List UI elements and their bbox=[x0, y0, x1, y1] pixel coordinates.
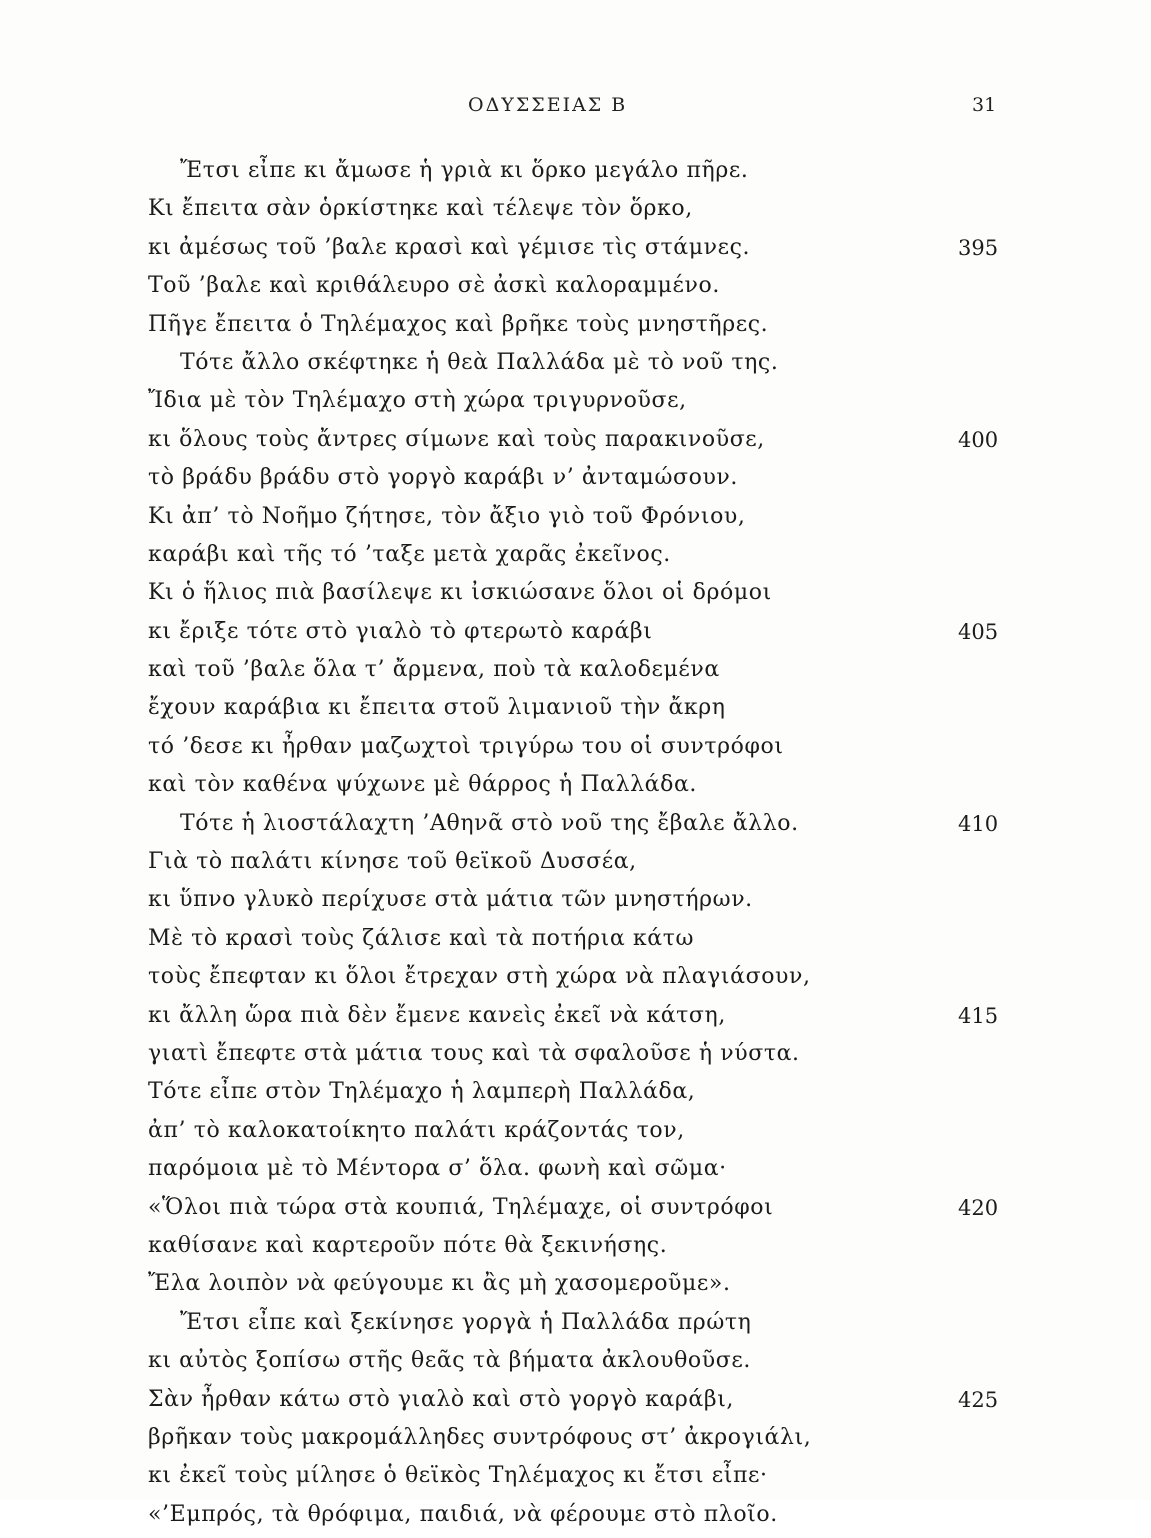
verse-line bbox=[0, 194, 1151, 232]
verse-line bbox=[0, 1500, 1151, 1538]
verse-text: Τότε ἡ λιοστάλαχτη ’Αθηνᾶ στὸ νοῦ της ἔβαλε ἄλλο. bbox=[180, 810, 799, 836]
page-number: 31 bbox=[972, 94, 997, 116]
line-number: 425 bbox=[958, 1387, 999, 1412]
verse-line bbox=[0, 1154, 1151, 1192]
verse-text: ἀπ’ τὸ καλοκατοίκητο παλάτι κράζοντάς τον, bbox=[148, 1117, 685, 1143]
verse-text: «Ὅλοι πιὰ τώρα στὰ κουπιά, Τηλέμαχε, οἱ συντρόφοι bbox=[148, 1194, 774, 1220]
page-header bbox=[0, 94, 1151, 124]
verse-text: γιατὶ ἔπεφτε στὰ μάτια τους καὶ τὰ σφαλοῦσε ἡ νύστα. bbox=[148, 1040, 800, 1066]
running-title: ΟΔΥΣΣΕΙΑΣ Β bbox=[468, 94, 628, 116]
verse-line bbox=[0, 1423, 1151, 1461]
verse-text: τό ’δεσε κι ἦρθαν μαζωχτοὶ τριγύρω του οἱ συντρόφοι bbox=[148, 733, 784, 759]
verse-text: κι ὅλους τοὺς ἄντρες σίμωνε καὶ τοὺς παρακινοῦσε, bbox=[148, 426, 765, 452]
verse-line bbox=[0, 1308, 1151, 1346]
verse-line bbox=[0, 1116, 1151, 1154]
verse-line bbox=[0, 310, 1151, 348]
verse-text: Τοῦ ’βαλε καὶ κριθάλευρο σὲ ἀσκὶ καλοραμμένο. bbox=[148, 273, 720, 299]
verse-line bbox=[0, 617, 1151, 655]
verse-text: Τότε εἶπε στὸν Τηλέμαχο ἡ λαμπερὴ Παλλάδα, bbox=[148, 1079, 696, 1105]
verse-text: Γιὰ τὸ παλάτι κίνησε τοῦ θεϊκοῦ Δυσσέα, bbox=[148, 849, 637, 875]
verse-text: τοὺς ἔπεφταν κι ὅλοι ἔτρεχαν στὴ χώρα νὰ πλαγιάσουν, bbox=[148, 964, 811, 990]
verse-line bbox=[0, 962, 1151, 1000]
verse-line bbox=[0, 1346, 1151, 1384]
verse-text: παρόμοια μὲ τὸ Μέντορα σ’ ὅλα. φωνὴ καὶ σῶμα· bbox=[148, 1156, 727, 1182]
verse-line bbox=[0, 386, 1151, 424]
verse-line bbox=[0, 156, 1151, 194]
verse-text: Ἔτσι εἶπε καὶ ξεκίνησε γοργὰ ἡ Παλλάδα πρώτη bbox=[180, 1309, 752, 1335]
verse-text: καράβι καὶ τῆς τό ’ταξε μετὰ χαρᾶς ἐκεῖνος. bbox=[148, 541, 671, 567]
verse-text: καὶ τὸν καθένα ψύχωνε μὲ θάρρος ἡ Παλλάδα. bbox=[148, 772, 698, 798]
line-number: 395 bbox=[958, 235, 999, 260]
verse-line bbox=[0, 463, 1151, 501]
verse-text: Ἔτσι εἶπε κι ἄμωσε ἡ γριὰ κι ὅρκο μεγάλο πῆρε. bbox=[180, 158, 749, 183]
verse-text: κι αὐτὸς ξοπίσω στῆς θεᾶς τὰ βήματα ἀκλουθοῦσε. bbox=[148, 1348, 751, 1374]
verse-line bbox=[0, 540, 1151, 578]
verse-text: Τότε ἄλλο σκέφτηκε ἡ θεὰ Παλλάδα μὲ τὸ νοῦ της. bbox=[180, 349, 779, 375]
verse-line bbox=[0, 233, 1151, 271]
verse-line bbox=[0, 770, 1151, 808]
verse-text: Σὰν ἦρθαν κάτω στὸ γιαλὸ καὶ στὸ γοργὸ καράβι, bbox=[148, 1386, 735, 1412]
verse-text: κι ἐκεῖ τοὺς μίλησε ὁ θεϊκὸς Τηλέμαχος κι ἔτσι εἶπε· bbox=[148, 1463, 768, 1489]
verse-line bbox=[0, 1001, 1151, 1039]
verse-line bbox=[0, 655, 1151, 693]
verse-text: κι ἔριξε τότε στὸ γιαλὸ τὸ φτερωτὸ καράβι bbox=[148, 618, 653, 644]
verse-text: «’Εμπρός, τὰ θρόφιμα, παιδιά, νὰ φέρουμε στὸ πλοῖο. bbox=[148, 1501, 778, 1527]
verse-text: Ἴδια μὲ τὸν Τηλέμαχο στὴ χώρα τριγυρνοῦσε, bbox=[148, 388, 687, 414]
verse-line bbox=[0, 502, 1151, 540]
verse-text: Κι ἔπειτα σὰν ὁρκίστηκε καὶ τέλεψε τὸν ὅρκο, bbox=[148, 196, 693, 222]
verse-text: τὸ βράδυ βράδυ στὸ γοργὸ καράβι ν’ ἀνταμώσουν. bbox=[148, 465, 738, 491]
verse-line bbox=[0, 425, 1151, 463]
verse-line bbox=[0, 924, 1151, 962]
verse-line bbox=[0, 693, 1151, 731]
verse-line bbox=[0, 1461, 1151, 1499]
verse-text: καθίσανε καὶ καρτεροῦν πότε θὰ ξεκινήσης. bbox=[148, 1232, 668, 1258]
verse-line bbox=[0, 1193, 1151, 1231]
verse-text: Κι ὁ ἥλιος πιὰ βασίλεψε κι ἰσκιώσανε ὅλοι οἱ δρόμοι bbox=[148, 580, 772, 606]
verse-line bbox=[0, 1385, 1151, 1423]
verse-line bbox=[0, 271, 1151, 309]
verse-line bbox=[0, 732, 1151, 770]
verse-line bbox=[0, 1039, 1151, 1077]
verse-text: κι ἀμέσως τοῦ ’βαλε κρασὶ καὶ γέμισε τὶς στάμνες. bbox=[148, 234, 751, 260]
verse-text: καὶ τοῦ ’βαλε ὅλα τ’ ἄρμενα, ποὺ τὰ καλοδεμένα bbox=[148, 657, 720, 683]
verse-text: κι ἄλλη ὥρα πιὰ δὲν ἔμενε κανεὶς ἐκεῖ νὰ κάτση, bbox=[148, 1002, 726, 1028]
line-number: 410 bbox=[958, 811, 999, 836]
verse-text: Ἔλα λοιπὸν νὰ φεύγουμε κι ἂς μὴ χασομεροῦμε». bbox=[148, 1271, 731, 1297]
verse-text: Κι ἀπ’ τὸ Νοῆμο ζήτησε, τὸν ἄξιο γιὸ τοῦ Φρόνιου, bbox=[148, 503, 746, 529]
verse-line bbox=[0, 1231, 1151, 1269]
line-number: 415 bbox=[958, 1003, 999, 1028]
line-number: 405 bbox=[958, 619, 999, 644]
verse-line bbox=[0, 809, 1151, 847]
verse-text: κι ὕπνο γλυκὸ περίχυσε στὰ μάτια τῶν μνηστήρων. bbox=[148, 887, 753, 913]
verse-line bbox=[0, 885, 1151, 923]
verse-line bbox=[0, 1077, 1151, 1115]
line-number: 400 bbox=[958, 427, 999, 452]
verse-text: βρῆκαν τοὺς μακρομάλληδες συντρόφους στ’ ἀκρογιάλι, bbox=[148, 1424, 812, 1450]
verse-line bbox=[0, 847, 1151, 885]
verse-line bbox=[0, 1269, 1151, 1307]
line-number: 420 bbox=[958, 1195, 999, 1220]
verse-line bbox=[0, 578, 1151, 616]
verse-text: ἔχουν καράβια κι ἔπειτα στοῦ λιμανιοῦ τὴν ἄκρη bbox=[148, 695, 726, 721]
verse-text: Πῆγε ἔπειτα ὁ Τηλέμαχος καὶ βρῆκε τοὺς μνηστῆρες. bbox=[148, 311, 769, 337]
verse-line bbox=[0, 348, 1151, 386]
verse-block bbox=[0, 156, 1151, 1538]
verse-text: Μὲ τὸ κρασὶ τοὺς ζάλισε καὶ τὰ ποτήρια κάτω bbox=[148, 925, 695, 951]
